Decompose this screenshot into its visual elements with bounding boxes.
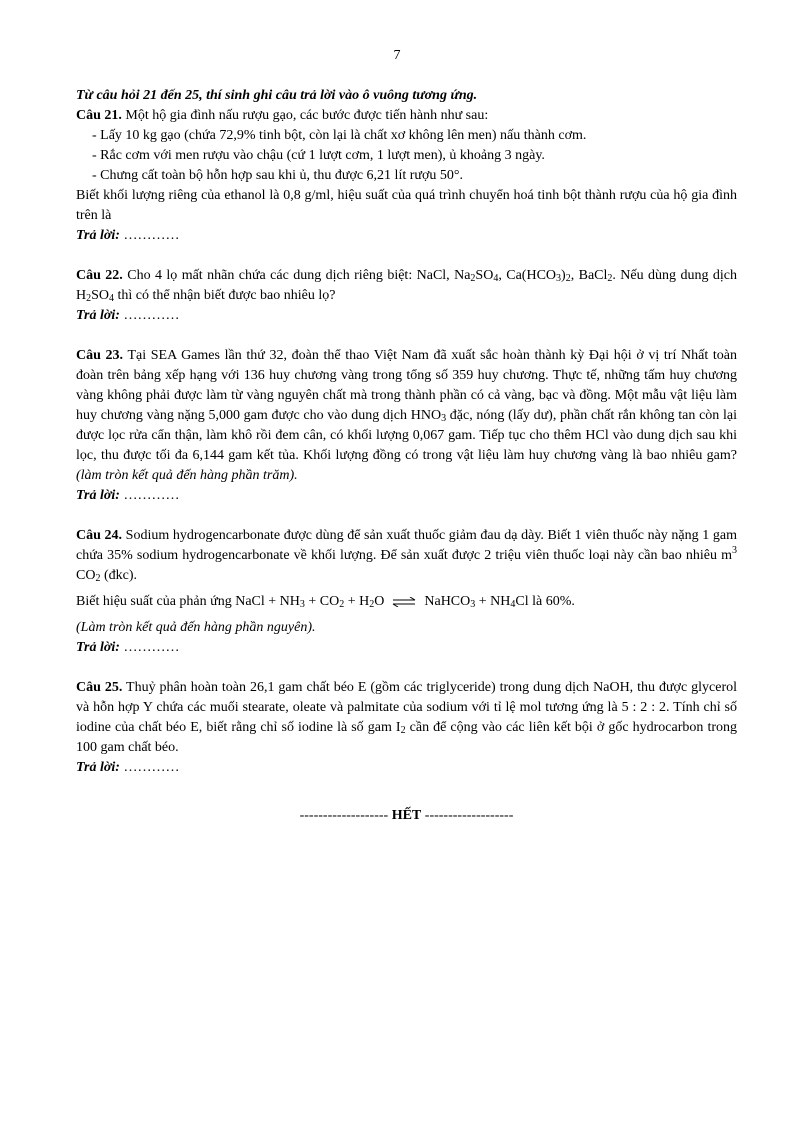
answer-line[interactable] [76, 486, 737, 506]
question-22-stem: Câu 22. Cho 4 lọ mất nhãn chứa các dung dịch riêng biệt: NaCl, $Na_2SO_4$, $Ca(HCO_3)_2$, BaCl$_2$. Nếu dùng dung dịch $H_2SO_4$ thì có thể nhận biết được bao nhiêu lọ? [76, 268, 737, 304]
question-25 [76, 678, 737, 778]
answer-blank[interactable]: ………… [119, 488, 180, 503]
question-25-stem: Câu 25. Thuỷ phân hoàn toàn 26,1 gam chất béo E (gồm các triglyceride) trong dung dịch NaOH, thu được glycerol và hỗn hợp Y chứa các muối stearate, oleate và palmitate của sodium với tỉ lệ mol tương ứng là 5 : 2 : 2. Tính chỉ số iodine của chất béo E, biết rằng chỉ số iodine là số gam $I_2$ cần để cộng vào các liên kết bội ở gốc hydrocarbon trong 100 gam chất béo. [76, 680, 737, 755]
section-instructions: Từ câu hỏi 21 đến 25, thí sinh ghi câu trả lời vào ô vuông tương ứng. [76, 88, 478, 103]
answer-line[interactable] [76, 226, 737, 246]
answer-line[interactable] [76, 306, 737, 326]
question-21-final: Biết khối lượng riêng của ethanol là 0,8 g/ml, hiệu suất của quá trình chuyển hoá tinh bột thành rượu của hộ gia đình trên là [76, 188, 737, 223]
answer-blank[interactable]: ………… [119, 640, 180, 655]
equilibrium-arrow-icon [390, 597, 418, 607]
answer-label: Trả lời: [76, 488, 120, 503]
question-25-label: Câu 25. [76, 680, 123, 695]
answer-line[interactable] [76, 638, 737, 658]
answer-blank[interactable]: ………… [119, 308, 180, 323]
question-24 [76, 526, 737, 658]
exam-content [76, 86, 737, 840]
answer-blank[interactable]: ………… [119, 228, 180, 243]
question-21-step: - Lấy 10 kg gạo (chứa 72,9% tinh bột, còn lại là chất xơ không lên men) nấu thành cơm. [92, 128, 587, 143]
answer-label: Trả lời: [76, 308, 120, 323]
answer-label: Trả lời: [76, 640, 120, 655]
question-21-label: Câu 21. [76, 108, 122, 123]
question-23-label: Câu 23. [76, 348, 124, 363]
question-24-label: Câu 24. [76, 528, 123, 543]
page-number: 7 [393, 48, 401, 63]
question-22-label: Câu 22. [76, 268, 123, 283]
reaction-equation: Biết hiệu suất của phản ứng NaCl + $NH_3 + CO_2 + H_2O$ NaHCO$_3$ + $NH_4Cl$ là 60%. [76, 594, 575, 610]
end-marker: ------------------- HẾT ------------------- [299, 808, 514, 823]
question-21-step: - Rắc cơm với men rượu vào chậu (cứ 1 lượt cơm, 1 lượt men), ủ khoảng 3 ngày. [92, 148, 545, 163]
rounding-note: (làm tròn kết quả đến hàng phần trăm). [76, 468, 298, 483]
question-21 [76, 106, 737, 246]
answer-label: Trả lời: [76, 228, 120, 243]
question-23 [76, 346, 737, 506]
question-21-step: - Chưng cất toàn bộ hỗn hợp sau khi ủ, thu được 6,21 lít rượu 50°. [92, 168, 463, 183]
question-24-stem: Câu 24. Sodium hydrogencarbonate được dùng để sản xuất thuốc giảm đau dạ dày. Biết 1 viên thuốc này nặng 1 gam chứa 35% sodium hydrogencarbonate về khối lượng. Để sản xuất được 2 triệu viên thuốc loại này cần bao nhiêu $m^3$ $CO_2$ (đkc). [76, 528, 737, 584]
question-22 [76, 266, 737, 326]
question-23-stem: Câu 23. Tại SEA Games lần thứ 32, đoàn thể thao Việt Nam đã xuất sắc hoàn thành kỳ Đại hội ở vị trí Nhất toàn đoàn trên bảng xếp hạng với 136 huy chương vàng trong tổng số 359 huy chương. Thực tế, những tấm huy chương vàng không phải được làm từ vàng nguyên chất mà trong thành phần có cả vàng, bạc và đồng. Một mẫu vật liệu làm huy chương vàng nặng 5,000 gam được cho vào dung dịch $HNO_3$ đặc, nóng (lấy dư), phần chất rắn không tan còn lại được lọc rửa cẩn thận, làm khô rồi đem cân, có khối lượng 0,067 gam. Tiếp tục cho thêm HCl vào dung dịch sau khi lọc, thu được tối đa 6,144 gam kết tủa. Khối lượng đồng có trong vật liệu làm huy chương vàng là bao nhiêu gam? (làm tròn kết quả đến hàng phần trăm). [76, 348, 737, 483]
rounding-note: (Làm tròn kết quả đến hàng phần nguyên). [76, 620, 316, 635]
answer-line[interactable] [76, 758, 737, 778]
answer-blank[interactable]: ………… [119, 760, 180, 775]
answer-label: Trả lời: [76, 760, 120, 775]
question-21-stem: Câu 21. Một hộ gia đình nấu rượu gạo, các bước được tiến hành như sau: [76, 108, 489, 123]
